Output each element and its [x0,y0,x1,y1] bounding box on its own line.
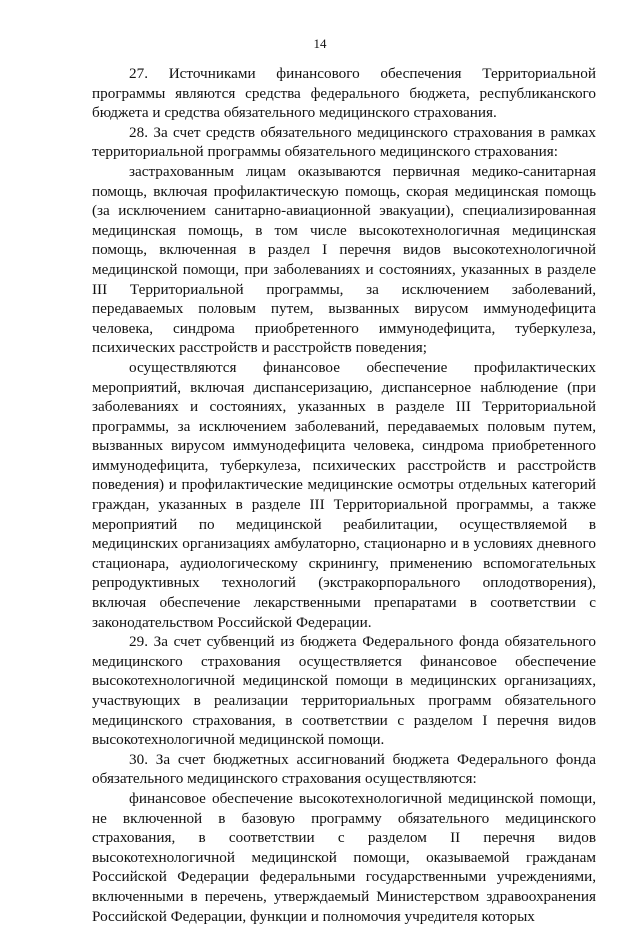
paragraph-29: 29. За счет субвенций из бюджета Федерального фонда обязательного медицинского страхования осуществляется финансовое обеспечение высокотехнологичной медицинской помощи в медицинских организациях, участвующих в реализации территориальных программ обязательного медицинского страхования, в соответствии с разделом I перечня видов высокотехнологичной медицинской помощи. [92,633,596,749]
paragraph-30: 30. За счет бюджетных ассигнований бюджета Федерального фонда обязательного медицинского страхования осуществляются: [92,750,596,788]
paragraph-28-insured-persons: застрахованным лицам оказываются первичная медико-санитарная помощь, включая профилактическую помощь, скорая медицинская помощь (за исключением санитарно-авиационной эвакуации), специализированная медицинская помощь, в том числе высокотехнологичная медицинская помощь, включенная в раздел I перечня видов высокотехнологичной медицинской помощи, при заболеваниях и состояниях, указанных в разделе III Территориальной программы, за исключением заболеваний, передаваемых половым путем, вызванных вирусом иммунодефицита человека, синдрома приобретенного иммунодефицита, туберкулеза, психических расстройств и расстройств поведения; [92,162,596,357]
paragraph-28-financing: осуществляются финансовое обеспечение профилактических мероприятий, включая диспансеризацию, диспансерное наблюдение (при заболеваниях и состояниях, указанных в разделе III Территориальной программы, за исключением заболеваний, передаваемых половым путем, вызванных вирусом иммунодефицита человека, синдрома приобретенного иммунодефицита, туберкулеза, психических расстройств и расстройств поведения) и профилактические медицинские осмотры отдельных категорий граждан, указанных в разделе III Территориальной программы, а также мероприятий по медицинской реабилитации, осуществляемой в медицинских организациях амбулаторно, стационарно и в условиях дневного стационара, аудиологическому скринингу, применению вспомогательных репродуктивных технологий (экстракорпорального оплодотворения), включая обеспечение лекарственными препаратами в соответствии с законодательством Российской Федерации. [92,358,596,631]
document-body [92,64,596,926]
paragraph-30-financing: финансовое обеспечение высокотехнологичной медицинской помощи, не включенной в базовую программу обязательного медицинского страхования, в соответствии с разделом II перечня видов высокотехнологичной медицинской помощи, оказываемой гражданам Российской Федерации федеральными государственными учреждениями, включенными в перечень, утверждаемый Министерством здравоохранения Российской Федерации, функции и полномочия учредителя которых [92,789,596,925]
paragraph-28: 28. За счет средств обязательного медицинского страхования в рамках территориальной программы обязательного медицинского страхования: [92,123,596,161]
page-number: 14 [313,36,327,51]
paragraph-27: 27. Источниками финансового обеспечения Территориальной программы являются средства федерального бюджета, республиканского бюджета и средства обязательного медицинского страхования. [92,65,596,122]
